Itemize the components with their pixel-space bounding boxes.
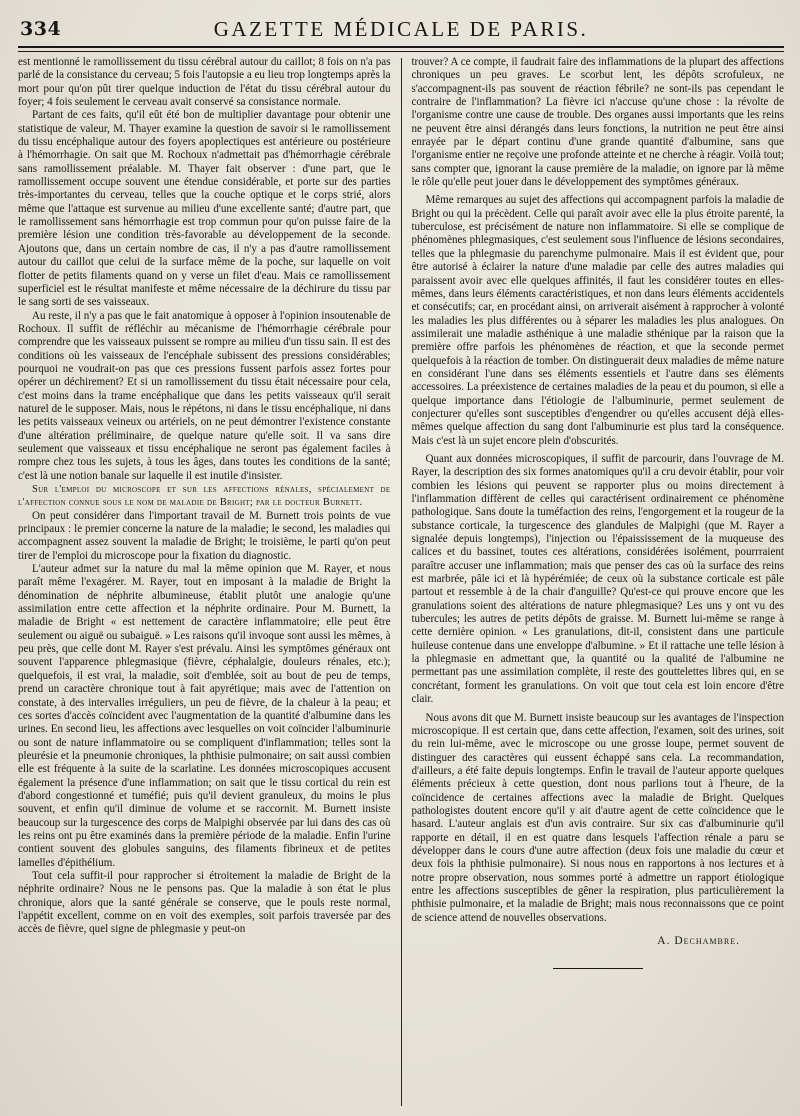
paragraph: Même remarques au sujet des affections qui accompagnent parfois la maladie de Bright ou qui la précèdent. Celle qui paraît avoir avec elle la plus étroite parenté, la tuberculose, est précisément de nature non inflammatoire. Si elle se complique de phénomènes phlegmasiques, c'est seulement sous l'influence de lésions secondaires, telles que la phlegmasie du parenchyme pulmonaire. Mais il est évident que, pour être autorisé à éclairer la nature d'une maladie par celle des autres maladies qui paraissent avoir avec elle quelques affinités, il faut les considérer toutes en elles-mêmes, dans leurs éléments caractéristiques, et non dans leurs éléments accidentels et consécutifs; car, en procédant ainsi, on arriverait aisément à rapprocher à volonté les maladies les plus différentes ou à séparer les maladies les plus analogues. On assimilerait une maladie asthénique à une maladie sthénique par la raison que la première offre parfois les phénomènes de réaction, et que la seconde permet quelquefois à la réaction de tomber. On distinguerait deux maladies de même nature en considérant l'une dans ses éléments essentiels et l'autre dans ses éléments accessoires. La préexistence de certaines maladies de la peau et du poumon, si elle a quelque importance dans l'étiologie de l'albuminurie, permet seulement de conjecturer qu'elles sont susceptibles d'engendrer ou qu'elles accusent déjà elles-mêmes quelque affection du sang dont l'albuminurie est plus tard la conséquence. Mais c'est là un sujet encore plein d'obscurités. xyxy=(411,194,784,447)
journal-title: GAZETTE MÉDICALE DE PARIS. xyxy=(213,17,589,41)
left-column xyxy=(18,56,391,1106)
page-header xyxy=(18,14,784,44)
paragraph: Partant de ces faits, qu'il eût été bon de multiplier davantage pour obtenir une statistique de valeur, M. Thayer examine la question de savoir si le ramollissement du tissu encéphalique autour des foyers apoplectiques est antérieure ou postérieure à l'hémorrhagie. On sait que M. Rochoux n'admettait pas d'hémorrhagie cérébrale sans ramollissement préalable. M. Thayer fait observer : d'une part, que le ramollissement occupe souvent une étendue considérable, et porte sur des parties très-importantes du cerveau, telles que la couche optique et le corps strié, alors même que l'attaque est survenue au milieu d'une excellente santé; d'autre part, que le ramollissement sans hémorrhagie est trop commun pour qu'on puisse faire de la première lésion une condition très-favorable au développement de la seconde. Ajoutons que, dans un certain nombre de cas, il n'y a pas d'autre ramollissement autour du caillot que celui de la surface même de la poche, sur laquelle on voit flotter de petits filaments quand on y verse un filet d'eau. Mais ce ramollissement superficiel est le résultat manifeste et même nécessaire de la déchirure du tissu par le sang sorti de ses vaisseaux. xyxy=(18,109,391,309)
paragraph: est mentionné le ramollissement du tissu cérébral autour du caillot; 8 fois on n'a pas parlé de la consistance du cerveau; 5 fois l'autopsie a eu lieu trop longtemps après la mort pour qu'on pût tirer quelque induction de l'état du tissu cérébral autour du foyer; 4 fois seulement le cerveau avait conservé sa consistance normale. xyxy=(18,56,391,109)
paragraph: Tout cela suffit-il pour rapprocher si étroitement la maladie de Bright de la néphrite ordinaire? Nous ne le pensons pas. Que la maladie à son état le plus chronique, alors que la santé générale se conserve, que le pouls reste normal, l'appétit excellent, comme on en voit des exemples, soit parfois traversée par des accès de fièvre, quel signe de phlegmasie y peut-on xyxy=(18,869,391,936)
paragraph: On peut considérer dans l'important travail de M. Burnett trois points de vue principaux : le premier concerne la nature de la maladie; le second, les maladies qui accompagnent assez souvent la maladie de Bright; le troisième, le parti qu'on peut tirer de l'emploi du microscope pour la fixation du diagnostic. xyxy=(18,509,391,562)
author-signature: A. Dechambre. xyxy=(657,935,740,947)
end-rule xyxy=(553,968,643,969)
header-rule xyxy=(18,46,784,52)
paragraph: trouver? A ce compte, il faudrait faire des inflammations de la plupart des affections chroniques un peu graves. Le scorbut lent, les dépôts scrofuleux, ne s'accompagnent-ils pas souvent de réaction fébrile? ne sont-ils pas cependant le contraire de l'inflammation? La fièvre ici n'accuse qu'une chose : la révolte de l'organisme contre une cause de trouble. Des organes aussi importants que les reins ne peuvent être ainsi dérangés dans leurs fonctions, la nutrition ne peut être ainsi enrayée par le départ continu d'une grande quantité d'albumine, sans que l'organisme entier ne reçoive une profonde atteinte et ne cherche à réagir. Voilà tout; sans compter que, ignorant la cause première de la maladie, on ignore par là même le rôle qu'elle peut jouer dans le développement des symptômes généraux. xyxy=(411,56,784,189)
section-heading: Sur l'emploi du microscope et sur les affections rénales, spécialement de l'affection connue sous le nom de maladie de Bright; par le docteur Burnett. xyxy=(18,484,391,509)
paragraph: Quant aux données microscopiques, il suffit de parcourir, dans l'ouvrage de M. Rayer, la description des six formes anatomiques qu'il a cru devoir établir, pour voir combien les lésions qui peuvent se rapporter plus ou moins directement à l'inflammation diffèrent de celles qui caractérisent ordinairement ce phénomène pathologique. Sans doute la tuméfaction des reins, l'engorgement et la rougeur de la substance corticale, la turgescence des glandules de Malpighi (que M. Rayer a signalée depuis longtemps), l'injection ou l'épaississement de la muqueuse des calices et du bassinet, toutes ces altérations, considérées isolément, pourrraient paraître accuser une inflammation; mais que penser des cas où la surface des reins est marbrée, pâle ici et là hypérémiée; de ceux où la substance corticale est pâle partout et ressemble à de la chair d'anguille? Qu'est-ce qui prouve encore que les granulations soient des altérations de nature phlegmasique? Les uns y ont vu des tubercules; les autres de petits dépôts de graisse. M. Burnett lui-même se range à cette dernière opinion. « Les granulations, dit-il, consistent dans une particule huileuse contenue dans une enveloppe d'albumine. » Et il rattache une telle lésion à la phlegmasie en admettant que, la quantité ou la qualité de l'albumine ne permettant pas une assimilation complète, il reste des gouttelettes libres qui, en se concrétant, forment les granulations. On voit que tout cela est loin encore d'être clair. xyxy=(411,452,784,706)
paragraph: Nous avons dit que M. Burnett insiste beaucoup sur les avantages de l'inspection microscopique. Il est certain que, dans cette affection, l'examen, soit des urines, soit du rein lui-même, avec le microscope ou une grosse loupe, permet souvent de distinguer des caractères qui eussent échappé sans cela. La recommandation, d'ailleurs, a été faite depuis longtemps. Enfin le travail de l'auteur apporte quelques éléments précieux à cette question, dont nous parlions tout à l'heure, de la coïncidence de certaines affections avec la maladie de Bright. Quelques pathologistes doutent encore qu'il y ait d'autre agent de cette coïncidence que le hasard. L'auteur anglais est d'un avis contraire. Sur six cas d'albuminurie qu'il rapporte en détail, il en est quatre dans lesquels l'affection rénale a paru se développer dans le cours d'une autre affection (deux fois une maladie du cœur et deux fois la phthisie pulmonaire). Si nous nous en rapportons à nos lectures et à notre propre observation, nous sommes porté à admettre un rapport étiologique entre les affections susceptibles de gêner la respiration, plus particulièrement la phthisie pulmonaire, et la maladie de Bright; mais nous reconnaissons que ce point de science attend de nouvelles observations. xyxy=(411,711,784,924)
column-divider xyxy=(401,58,402,1106)
paragraph: L'auteur admet sur la nature du mal la même opinion que M. Rayer, et nous paraît même l'exagérer. M. Rayer, tout en imposant à la maladie de Bright la dénomination de néphrite albumineuse, établit plutôt une analogie qu'une assimilation entre cette affection et la néphrite ordinaire. Pour M. Burnett, la maladie de Bright « est nettement de caractère inflammatoire; elle peut être seulement ou aiguë ou subaiguë. » Les raisons qu'il invoque sont aussi les mêmes, à peu près, que celle dont M. Rayer s'est prévalu. Ainsi les symptômes généraux ont souvent l'apparence phlegmasique (fièvre, céphalalgie, douleurs rénales, etc.); quelquefois, il est vrai, la maladie, soit d'emblée, soit au bout de peu de temps, prend un caractère chronique tout à fait apyrétique; mais avec de l'attention on constate, à des intervalles irréguliers, un peu de fièvre, de la chaleur à la peau; et ces sortes d'accès coïncident avec l'augmentation de la quantité d'albumine dans les urines. En second lieu, les affections avec lesquelles on voit coïncider l'albuminurie ou sont de nature inflammatoire ou se compliquent d'inflammation; telles sont la pleurésie et la pneumonie chroniques, la phthisie pulmonaire; on sait aussi combien elle est fréquente à la suite de la scarlatine. Les données microscopiques accusent également la présence d'une inflammation; on sait que le tissu cortical du rein est d'abord congestionné et tuméfié; puis qu'il devient granuleux, du moins le plus souvent, et enfin qu'il diminue de volume et se raccornit. M. Burnett insiste beaucoup sur la turgescence des corps de Malpighi observée par lui dans des cas où les reins ont pu être examinés dans la première période de la maladie. Enfin l'urine contient souvent des globules sanguins, des filaments fibrineux et de petites lamelles d'épithélium. xyxy=(18,563,391,869)
paragraph: Au reste, il n'y a pas que le fait anatomique à opposer à l'opinion insoutenable de Rochoux. Il suffit de réfléchir au mécanisme de l'hémorrhagie cérébrale pour comprendre que les vaisseaux puissent se rompre au milieu d'un tissu sain. Il est des conditions où les vaisseaux de l'encéphale subissent des pressions considérables; pourquoi ne voudrait-on pas que ces pressions fussent parfois assez fortes pour opérer un déchirement? Et si un ramollissement du tissu était nécessaire pour cela, c'est moins dans la trame encéphalique que dans les petits vaisseaux qu'il serait naturel de le supposer. Mais, nous le répétons, ni dans le tissu encéphalique, ni dans les petits vaisseaux veineux ou artériels, on ne peut démontrer l'existence constante d'une altération préliminaire, de quelque nature qu'elle soit. Il va sans dire seulement que vaisseaux et tissu encéphalique ne seront pas également faciles à rompre chez tous les sujets, à tous les âges, dans toutes les conditions de la santé; c'est là une notion banale sur laquelle il est inutile d'insister. xyxy=(18,309,391,482)
page-number: 334 xyxy=(20,18,62,40)
article-columns xyxy=(18,56,784,1106)
right-column xyxy=(411,56,784,1106)
